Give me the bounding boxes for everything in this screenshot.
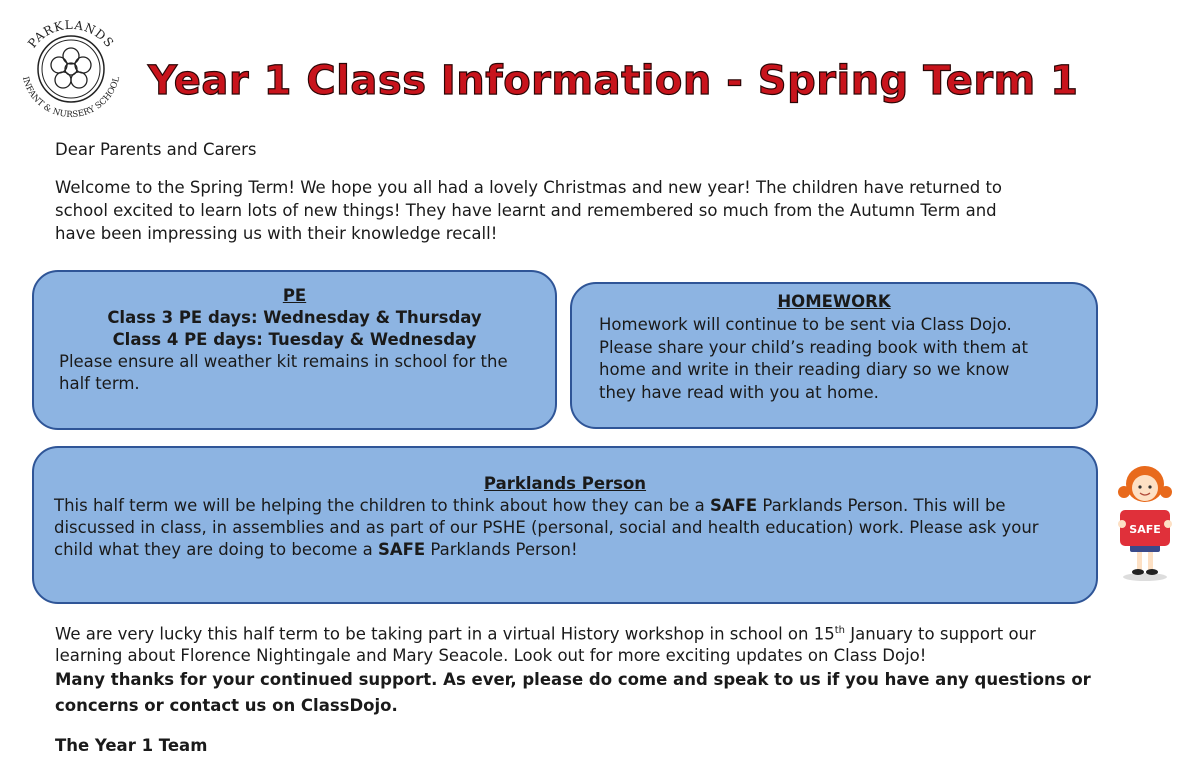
closing-line bbox=[55, 619, 1036, 644]
parklands-person-heading: Parklands Person bbox=[483, 474, 647, 493]
welcome-line: school excited to learn lots of new things! They have learnt and remembered so much from the Autumn Term and bbox=[55, 201, 997, 220]
text-segment: January to support our bbox=[845, 624, 1036, 644]
page-title: Year 1 Class Information - Spring Term 1 bbox=[148, 58, 1079, 104]
text-segment: Parklands Person! bbox=[425, 540, 578, 559]
pe-heading: PE bbox=[282, 286, 307, 305]
parklands-person-text bbox=[54, 495, 1039, 561]
safe-emphasis: SAFE bbox=[709, 496, 758, 515]
pe-kit-note: Please ensure all weather kit remains in school for the bbox=[59, 352, 508, 371]
homework-line: Homework will continue to be sent via Class Dojo. bbox=[599, 315, 1012, 334]
welcome-line: Welcome to the Spring Term! We hope you all had a lovely Christmas and new year! The children have returned to bbox=[55, 178, 1003, 197]
class3-pe-days: Class 3 PE days: Wednesday & Thursday bbox=[107, 308, 482, 327]
sign-text: SAFE bbox=[1129, 523, 1161, 536]
signoff: The Year 1 Team bbox=[55, 736, 208, 755]
text-segment: Parklands Person. This will be bbox=[757, 496, 1006, 515]
safe-emphasis: SAFE bbox=[377, 540, 426, 559]
parklands-person-line: discussed in class, in assemblies and as part of our PSHE (personal, social and health education) work. Please ask your bbox=[54, 518, 1039, 537]
welcome-paragraph bbox=[55, 176, 1002, 245]
parklands-person-line bbox=[54, 539, 1039, 561]
salutation: Dear Parents and Carers bbox=[55, 140, 257, 159]
homework-line: they have read with you at home. bbox=[599, 382, 879, 402]
text-segment: We are very lucky this half term to be taking part in a virtual History workshop in school on 15 bbox=[55, 624, 835, 644]
class4-pe-days: Class 4 PE days: Tuesday & Wednesday bbox=[112, 330, 477, 349]
pe-kit-note: half term. bbox=[59, 374, 140, 393]
school-logo bbox=[12, 10, 130, 128]
text-segment: child what they are doing to become a bbox=[54, 540, 378, 559]
thanks-line: Many thanks for your continued support. As ever, please do come and speak to us if you have any questions or bbox=[55, 670, 1091, 689]
welcome-line: have been impressing us with their knowledge recall! bbox=[55, 224, 498, 243]
rose-emblem-icon bbox=[51, 48, 91, 88]
ordinal-suffix: th bbox=[834, 625, 845, 636]
parklands-person-line bbox=[54, 495, 1039, 517]
homework-text bbox=[599, 314, 1028, 404]
logo-text-bottom: INFANT & NURSERY SCHOOL bbox=[19, 75, 123, 121]
homework-info-box bbox=[570, 282, 1098, 429]
thanks-line: concerns or contact us on ClassDojo. bbox=[55, 696, 398, 715]
homework-line: Please share your child’s reading book with them at bbox=[599, 337, 1028, 357]
thanks-paragraph bbox=[55, 668, 1091, 720]
closing-paragraph bbox=[55, 619, 1036, 669]
parklands-person-box bbox=[32, 446, 1098, 604]
closing-line: learning about Florence Nightingale and Mary Seacole. Look out for more exciting updates on Class Dojo! bbox=[55, 646, 927, 665]
girl-safe-sign-illustration bbox=[1110, 462, 1180, 582]
pe-info-box bbox=[32, 270, 557, 430]
homework-line: home and write in their reading diary so we know bbox=[599, 360, 1010, 379]
logo-text-top: PARKLANDS bbox=[25, 17, 117, 51]
svg-text:PARKLANDS bbox=[25, 18, 117, 51]
homework-heading: HOMEWORK bbox=[777, 292, 891, 311]
text-segment: This half term we will be helping the children to think about how they can be a bbox=[54, 496, 710, 515]
